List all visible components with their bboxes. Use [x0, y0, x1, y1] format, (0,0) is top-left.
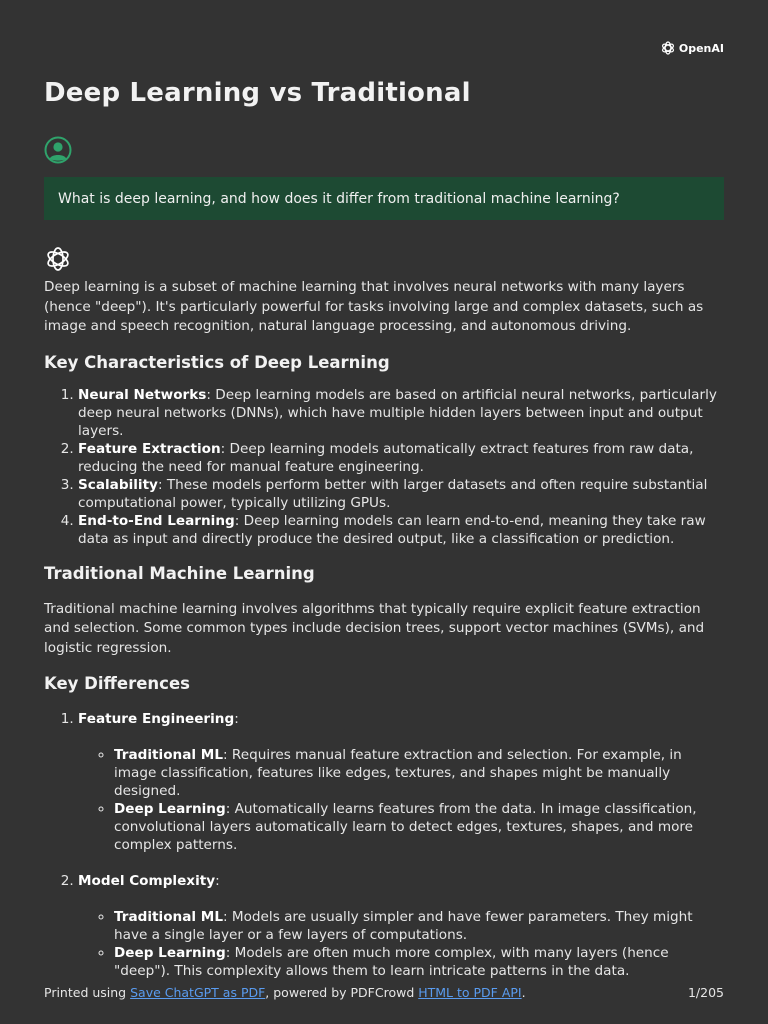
assistant-answer	[44, 278, 728, 980]
item-term: Neural Networks	[78, 387, 207, 403]
item-term: Model Complexity	[78, 872, 216, 889]
chatgpt-logo-icon	[44, 245, 72, 273]
page-title: Deep Learning vs Traditional	[44, 78, 471, 108]
page-footer	[44, 985, 724, 1000]
save-chatgpt-pdf-link[interactable]: Save ChatGPT as PDF	[130, 985, 266, 1000]
section-heading-traditional: Traditional Machine Learning	[44, 564, 315, 583]
user-question	[44, 177, 724, 220]
differences-list	[44, 710, 728, 980]
sub-item-text: : Models are usually simpler and have fewer parameters. They might have a single layer or a few layers of computations.	[114, 908, 693, 943]
answer-intro: Deep learning is a subset of machine learning that involves neural networks with many layers (hence "deep"). It's particularly powerful for tasks involving large and complex datasets, such as image and speech recognition, natural language processing, and autonomous driving.	[44, 279, 704, 334]
footer-middle: , powered by PDFCrowd	[265, 985, 419, 1000]
item-term: Feature Engineering	[78, 710, 235, 727]
item-text: : These models perform better with larger datasets and often require substantial computational power, typically utilizing GPUs.	[78, 477, 708, 511]
sub-item-text: : Requires manual feature extraction and selection. For example, in image classification, features like edges, textures, and shapes might be manually designed.	[114, 746, 682, 799]
sub-list-item	[114, 908, 728, 944]
item-term: Scalability	[78, 477, 158, 493]
sub-item-text: : Models are often much more complex, with many layers (hence "deep"). This complexity allows them to learn intricate patterns in the data.	[114, 944, 669, 979]
footer-end: .	[521, 985, 526, 1000]
question-text: What is deep learning, and how does it differ from traditional machine learning?	[58, 190, 620, 207]
list-item	[78, 476, 728, 512]
sub-list-item	[114, 746, 728, 800]
sub-item-term: Traditional ML	[114, 746, 223, 763]
list-item	[78, 386, 728, 440]
sub-list-item	[114, 800, 728, 854]
sub-list	[78, 746, 728, 854]
sub-item-term: Deep Learning	[114, 944, 226, 961]
section-heading-characteristics: Key Characteristics of Deep Learning	[44, 352, 390, 372]
sub-item-term: Deep Learning	[114, 800, 226, 817]
item-term: End-to-End Learning	[78, 513, 235, 529]
list-item	[78, 872, 728, 980]
footer-printed-using: Printed using	[44, 985, 131, 1000]
section-heading-differences: Key Differences	[44, 674, 190, 693]
characteristics-list	[44, 386, 728, 548]
brand-label: OpenAI	[678, 41, 724, 55]
item-text: : Deep learning models are based on artificial neural networks, particularly deep neural networks (DNNs), which have multiple hidden layers between input and output layers.	[78, 387, 717, 439]
html-to-pdf-api-link[interactable]: HTML to PDF API	[418, 985, 522, 1000]
item-suffix: :	[215, 872, 220, 889]
openai-brand	[660, 40, 724, 56]
item-suffix: :	[234, 710, 239, 727]
openai-logo-icon	[660, 40, 676, 56]
footer-credit	[44, 985, 526, 1000]
item-text: : Deep learning models can learn end-to-end, meaning they take raw data as input and directly produce the desired output, like a classification or prediction.	[78, 513, 706, 547]
item-text: : Deep learning models automatically extract features from raw data, reducing the need for manual feature engineering.	[78, 441, 694, 475]
sub-list-item	[114, 944, 728, 980]
user-avatar-icon	[44, 136, 72, 164]
page-number: 1/205	[687, 985, 724, 1000]
sub-item-text: : Automatically learns features from the data. In image classification, convolutional layers automatically learn to detect edges, textures, shapes, and more complex patterns.	[114, 800, 697, 853]
list-item	[78, 512, 728, 548]
traditional-paragraph: Traditional machine learning involves algorithms that typically require explicit feature extraction and selection. Some common types include decision trees, support vector machines (SVMs), and logistic regression.	[44, 600, 705, 656]
list-item	[78, 710, 728, 854]
sub-list	[78, 908, 728, 980]
sub-item-term: Traditional ML	[114, 908, 223, 925]
item-term: Feature Extraction	[78, 441, 221, 457]
list-item	[78, 440, 728, 476]
